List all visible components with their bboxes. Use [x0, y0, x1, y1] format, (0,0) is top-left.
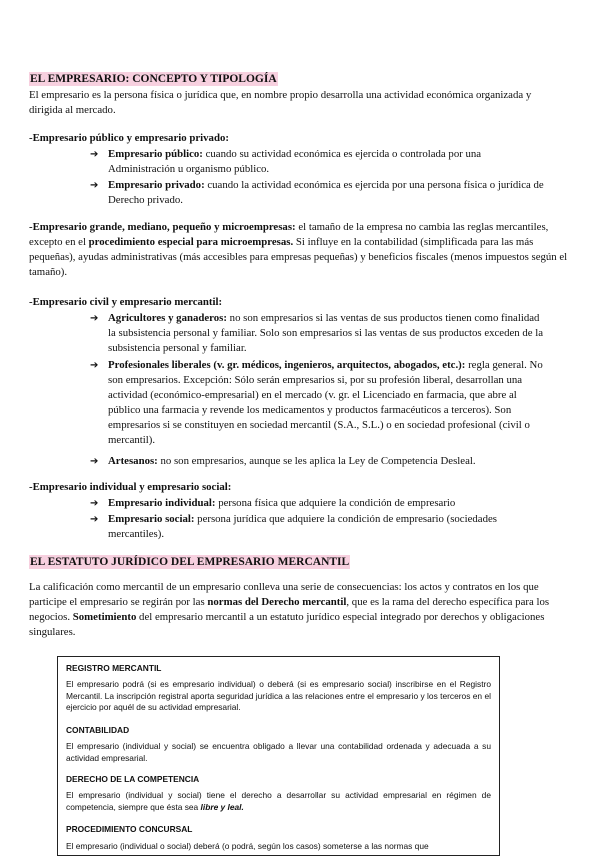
subheading-individual: -Empresario individual y empresario social:: [29, 481, 232, 493]
box-text-registro: El empresario podrá (si es empresario individual) o deberá (si es empresario social) inscribirse en el Registro Mercantil. La inscripción registral aporta seguridad jurídica a las relaciones entre el empresario y los terceros en el ejercicio por aquél de su actividad empresarial.: [66, 679, 491, 713]
section-heading-estatuto: EL ESTATUTO JURÍDICO DEL EMPRESARIO MERCANTIL: [30, 556, 350, 568]
list-item: ➔ Agricultores y ganaderos: no son empresarios si las ventas de sus productos tienen como finalidad la subsistencia personal y familiar. Solo son empresarios si las ventas de sus productos exceden de la subsistencia personal y familiar.: [90, 312, 544, 354]
box-text-competencia: El empresario (individual y social) tiene el derecho a desarrollar su actividad empresarial en régimen de competencia, siempre que ésta sea libre y leal.: [66, 790, 491, 812]
arrow-icon: ➔: [90, 498, 99, 509]
box-heading-concursal: PROCEDIMIENTO CONCURSAL: [66, 824, 193, 834]
paragraph-estatuto: La calificación como mercantil de un empresario conlleva una serie de consecuencias: los actos y contratos en los que participe el empresario se regirán por las normas del Derecho mercantil, que es la rama del derecho específica para los negocios. Sometimiento del empresario mercantil a un estatuto jurídico especial integrado por derechos y obligaciones singulares.: [29, 581, 550, 638]
arrow-icon: ➔: [90, 514, 99, 525]
box-heading-registro: REGISTRO MERCANTIL: [66, 663, 162, 673]
arrow-icon: ➔: [90, 360, 99, 371]
box-heading-competencia: DERECHO DE LA COMPETENCIA: [66, 774, 200, 784]
subheading-publico: -Empresario público y empresario privado:: [29, 132, 229, 144]
arrow-icon: ➔: [90, 456, 99, 467]
list-item: ➔ Empresario privado: cuando la actividad económica es ejercida por una persona física o jurídica de Derecho privado.: [90, 179, 544, 206]
list-item: ➔ Profesionales liberales (v. gr. médicos, ingenieros, arquitectos, abogados, etc.): regla general. No son empresarios. Excepción: Sólo serán empresarios si, por su profesión liberal, desarrollan una actividad (económico-empresarial) en el mercado (v. gr. el Licenciado en farmacia, que abre al público una farmacia y revende los medicamentos y productos farmacéuticos a terceros). Son empresarios si se constituyen en sociedad mercantil (S.A., S.L.) o en sociedad profesional (civil o mercantil).: [90, 359, 543, 446]
paragraph-grande: -Empresario grande, mediano, pequeño y microempresas: el tamaño de la empresa no cambia las reglas mercantiles, excepto en el procedimiento especial para microempresas. Si influye en la contabilidad (simplificada para las más pequeñas), ayudas administrativas (más accesibles para empresas pequeñas) y beneficios fiscales (menos impuestos según el tamaño).: [29, 221, 568, 278]
arrow-icon: ➔: [90, 180, 99, 191]
list-item: ➔ Empresario social: persona jurídica que adquiere la condición de empresario (sociedades mercantiles).: [90, 513, 497, 540]
list-item: ➔ Empresario individual: persona física que adquiere la condición de empresario: [90, 497, 456, 509]
box-text-concursal: El empresario (individual o social) deberá (o podrá, según los casos) someterse a las normas que: [66, 841, 429, 851]
arrow-icon: ➔: [90, 313, 99, 324]
box-heading-contabilidad: CONTABILIDAD: [66, 725, 130, 735]
intro-paragraph: El empresario es la persona física o jurídica que, en nombre propio desarrolla una actividad económica organizada y dirigida al mercado.: [29, 89, 532, 116]
summary-box: [57, 656, 500, 856]
box-text-contabilidad: El empresario (individual y social) se encuentra obligado a llevar una contabilidad ordenada y adecuada a su actividad empresarial.: [66, 741, 491, 763]
list-item: ➔ Empresario público: cuando su actividad económica es ejercida o controlada por una Administración u organismo público.: [90, 148, 482, 175]
subheading-civil: -Empresario civil y empresario mercantil:: [29, 296, 223, 308]
list-item: ➔ Artesanos: no son empresarios, aunque se les aplica la Ley de Competencia Desleal.: [90, 455, 476, 467]
arrow-icon: ➔: [90, 149, 99, 160]
section-heading-empresario: EL EMPRESARIO: CONCEPTO Y TIPOLOGÍA: [30, 73, 277, 85]
